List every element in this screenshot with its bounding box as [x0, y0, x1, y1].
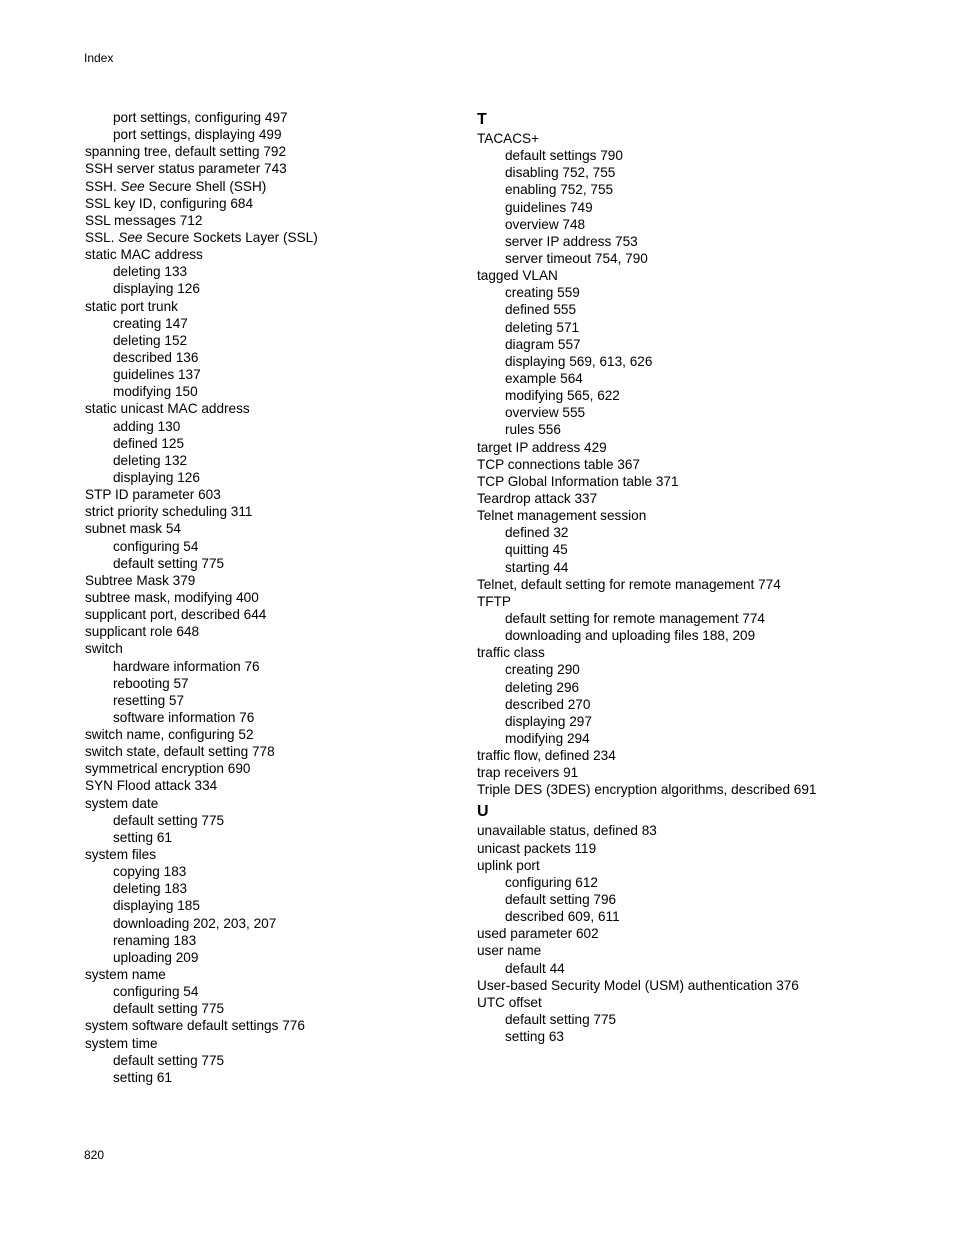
index-subentry: deleting 183	[113, 881, 188, 897]
index-entry: strict priority scheduling 311	[85, 504, 253, 520]
index-subentry: creating 147	[113, 315, 188, 331]
index-subentry: defined 555	[505, 302, 577, 318]
index-subentry: downloading and uploading files 188, 209	[505, 628, 756, 644]
index-subentry: downloading 202, 203, 207	[113, 915, 277, 931]
index-entry: static port trunk	[85, 298, 178, 314]
see-target: Secure Sockets Layer (SSL)	[142, 229, 318, 245]
index-entry: TFTP	[477, 593, 511, 609]
index-subentry: described 136	[113, 349, 199, 365]
index-subentry: default setting 796	[505, 892, 617, 908]
index-section-letter: T	[477, 111, 487, 128]
index-subentry: server timeout 754, 790	[505, 250, 648, 266]
index-subentry: deleting 133	[113, 264, 188, 280]
index-subentry: modifying 565, 622	[505, 388, 620, 404]
index-entry: symmetrical encryption 690	[85, 761, 251, 777]
index-entry: TCP connections table 367	[477, 456, 640, 472]
index-subentry: adding 130	[113, 418, 181, 434]
index-subentry: resetting 57	[113, 692, 185, 708]
index-subentry: disabling 752, 755	[505, 165, 616, 181]
index-subentry: default setting 775	[113, 1052, 225, 1068]
index-entry: static unicast MAC address	[85, 401, 250, 417]
index-subentry: displaying 126	[113, 469, 200, 485]
index-entry: system date	[85, 795, 159, 811]
index-subentry: rebooting 57	[113, 675, 189, 691]
index-entry: spanning tree, default setting 792	[85, 144, 287, 160]
index-subentry: deleting 152	[113, 332, 188, 348]
index-subentry: deleting 571	[505, 319, 580, 335]
index-column-right	[477, 109, 897, 1045]
index-entry: supplicant role 648	[85, 624, 200, 640]
index-entry: target IP address 429	[477, 439, 607, 455]
index-entry: system time	[85, 1035, 158, 1051]
index-subentry: example 564	[505, 370, 583, 386]
index-subentry: default setting for remote management 774	[505, 610, 765, 626]
index-entry: SYN Flood attack 334	[85, 778, 218, 794]
index-subentry: uploading 209	[113, 949, 199, 965]
index-subentry: displaying 185	[113, 898, 200, 914]
index-entry: unicast packets 119	[477, 840, 597, 856]
index-section-letter: U	[477, 803, 489, 821]
index-subentry: creating 290	[505, 662, 580, 678]
index-subentry: configuring 54	[113, 984, 199, 1000]
index-entry: traffic class	[477, 645, 545, 661]
index-subentry: setting 61	[113, 829, 172, 845]
index-subentry: diagram 557	[505, 336, 581, 352]
index-subentry: guidelines 137	[113, 367, 201, 383]
index-entry: system files	[85, 847, 157, 863]
index-entry: used parameter 602	[477, 926, 599, 942]
index-subentry: setting 61	[113, 1069, 172, 1085]
index-subentry: server IP address 753	[505, 233, 638, 249]
entry-term: SSL.	[85, 229, 119, 245]
index-entry: user name	[477, 943, 542, 959]
index-entry: Triple DES (3DES) encryption algorithms, described 691	[477, 782, 817, 798]
index-entry: system software default settings 776	[85, 1018, 305, 1034]
index-entry: system name	[85, 967, 166, 983]
index-subentry: displaying 569, 613, 626	[505, 353, 653, 369]
index-subentry: copying 183	[113, 864, 187, 880]
index-entry: SSL key ID, configuring 684	[85, 195, 254, 211]
index-subentry: guidelines 749	[505, 199, 593, 215]
index-subentry: defined 32	[505, 525, 569, 541]
index-subentry: default setting 775	[113, 555, 225, 571]
index-entry: Telnet management session	[477, 508, 647, 524]
see-reference: See	[118, 229, 143, 245]
index-entry: STP ID parameter 603	[85, 487, 221, 503]
index-entry: static MAC address	[85, 247, 203, 263]
index-subentry: port settings, displaying 499	[113, 127, 282, 143]
index-entry: SSH server status parameter 743	[85, 161, 287, 177]
index-entry: trap receivers 91	[477, 765, 579, 781]
index-entry: Telnet, default setting for remote management 774	[477, 576, 781, 592]
see-target: Secure Shell (SSH)	[144, 178, 267, 194]
index-subentry: described 609, 611	[505, 909, 620, 925]
index-entry: uplink port	[477, 857, 540, 873]
index-subentry: default setting 775	[113, 812, 225, 828]
index-entry: UTC offset	[477, 994, 542, 1010]
index-column-left	[85, 109, 455, 1086]
index-subentry: displaying 297	[505, 713, 592, 729]
index-subentry: configuring 612	[505, 874, 598, 890]
index-subentry: overview 555	[505, 405, 586, 421]
index-subentry: modifying 150	[113, 384, 198, 400]
index-subentry: creating 559	[505, 285, 580, 301]
index-entry: supplicant port, described 644	[85, 607, 267, 623]
index-subentry: deleting 132	[113, 452, 188, 468]
index-entry: User-based Security Model (USM) authentication 376	[477, 977, 799, 993]
index-subentry: default setting 775	[505, 1012, 617, 1028]
index-subentry: rules 556	[505, 422, 561, 438]
index-entry: subnet mask 54	[85, 521, 181, 537]
index-entry: Subtree Mask 379	[85, 572, 196, 588]
index-subentry: overview 748	[505, 216, 586, 232]
see-reference: See	[120, 178, 145, 194]
page-number: 820	[84, 1148, 105, 1162]
index-entry	[85, 229, 455, 246]
index-subentry: default 44	[505, 960, 565, 976]
index-entry: switch name, configuring 52	[85, 727, 254, 743]
index-entry: tagged VLAN	[477, 268, 558, 284]
index-subentry: modifying 294	[505, 730, 590, 746]
index-entry	[85, 178, 455, 195]
index-subentry: default settings 790	[505, 148, 623, 164]
index-entry: switch	[85, 641, 123, 657]
index-entry: SSL messages 712	[85, 212, 203, 228]
index-subentry: defined 125	[113, 435, 185, 451]
index-entry: subtree mask, modifying 400	[85, 589, 259, 605]
index-entry: TACACS+	[477, 131, 540, 146]
index-subentry: configuring 54	[113, 538, 199, 554]
index-subentry: described 270	[505, 696, 591, 712]
index-subentry: renaming 183	[113, 932, 197, 948]
index-entry: traffic flow, defined 234	[477, 748, 616, 764]
index-entry: unavailable status, defined 83	[477, 823, 657, 839]
entry-term: SSH.	[85, 178, 121, 194]
index-subentry: displaying 126	[113, 281, 200, 297]
index-entry: Teardrop attack 337	[477, 490, 598, 506]
index-subentry: default setting 775	[113, 1001, 225, 1017]
index-entry: switch state, default setting 778	[85, 744, 275, 760]
index-subentry: setting 63	[505, 1029, 564, 1045]
index-subentry: hardware information 76	[113, 658, 260, 674]
index-subentry: deleting 296	[505, 679, 580, 695]
index-subentry: enabling 752, 755	[505, 182, 614, 198]
running-head: Index	[84, 51, 114, 65]
index-entry: TCP Global Information table 371	[477, 473, 679, 489]
index-subentry: software information 76	[113, 709, 255, 725]
index-subentry: quitting 45	[505, 542, 568, 558]
index-subentry: port settings, configuring 497	[113, 110, 288, 125]
index-subentry: starting 44	[505, 559, 569, 575]
